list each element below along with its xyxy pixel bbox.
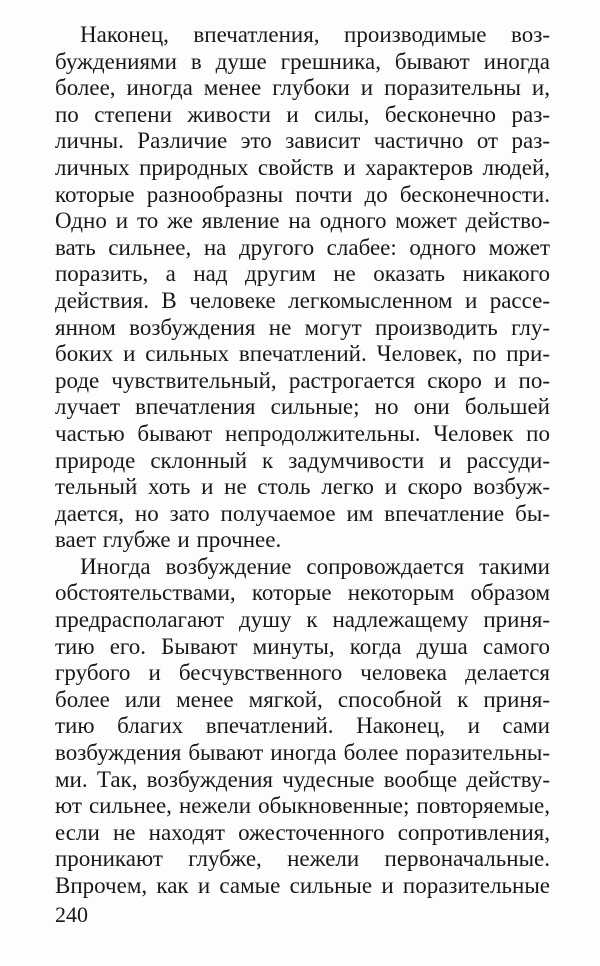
text-line: личны. Различие это зависит частично от раз-: [55, 128, 550, 154]
text-line: проникают глубже, нежели первоначальные.: [55, 846, 550, 872]
text-line: вает глубже и прочнее.: [55, 527, 282, 553]
text-line: возбуждения бывают иногда более поразительны-: [55, 740, 550, 766]
text-line: вать сильнее, на другого слабее: одного может: [55, 234, 550, 260]
paragraph: [55, 22, 550, 554]
text-line: тию благих впечатлений. Наконец, и сами: [55, 713, 550, 739]
text-line: лучает впечатления сильные; но они большей: [55, 394, 550, 420]
text-line: Иногда возбуждение сопровождается такими: [80, 553, 550, 579]
text-line: грубого и бесчувственного человека делается: [55, 660, 550, 686]
text-line: частью бывают непродолжительны. Человек по: [55, 420, 550, 446]
text-line: буждениями в душе грешника, бывают иногда: [55, 48, 550, 74]
text-line: тельный хоть и не столь легко и скоро возбуж-: [55, 474, 550, 500]
text-line: предрасполагают душу к надлежащему приня-: [55, 607, 550, 633]
text-line: ют сильнее, нежели обыкновенные; повторяемые,: [55, 793, 550, 819]
text-line: янном возбуждения не могут производить глу-: [55, 314, 550, 340]
text-line: ми. Так, возбуждения чудесные вообще действу-: [55, 766, 550, 792]
text-line: по степени живости и силы, бесконечно раз-: [55, 101, 550, 127]
text-line: боких и сильных впечатлений. Человек, по при-: [55, 341, 550, 367]
text-line: Впрочем, как и самые сильные и поразительные: [55, 873, 550, 898]
text-line: дается, но зато получаемое им впечатление бы-: [55, 500, 550, 526]
text-line: если не находят ожесточенного сопротивления,: [55, 819, 550, 845]
text-line: поразить, а над другим не оказать никакого: [55, 261, 550, 287]
text-line: действия. В человеке легкомысленном и рассе-: [55, 287, 550, 313]
text-line: более, иногда менее глубоки и поразительны и,: [55, 75, 550, 101]
text-line: обстоятельствами, которые некоторым образом: [55, 580, 550, 606]
text-line: природе склонный к задумчивости и рассуди-: [55, 447, 550, 473]
text-line: личных природных свойств и характеров людей,: [55, 154, 550, 180]
text-line: тию его. Бывают минуты, когда душа самого: [55, 633, 550, 659]
text-line: более или менее мягкой, способной к приня-: [55, 686, 550, 712]
text-block: [55, 22, 550, 900]
text-line: роде чувствительный, растрогается скоро и по-: [55, 367, 550, 393]
paragraph: [55, 554, 550, 900]
text-line: Одно и то же явление на одного может действо-: [55, 208, 550, 234]
text-line: Наконец, впечатления, производимые воз-: [80, 22, 550, 47]
page-number: 240: [55, 902, 88, 927]
text-line: которые разнообразны почти до бесконечности.: [55, 181, 550, 207]
